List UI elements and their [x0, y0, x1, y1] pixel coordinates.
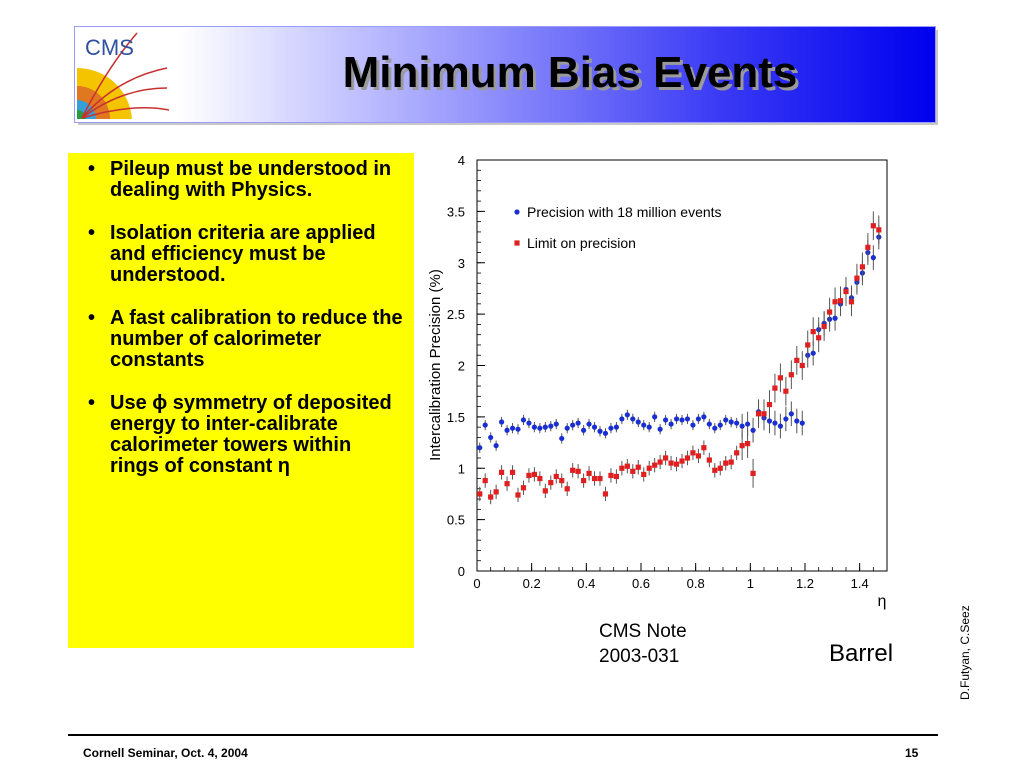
limit-point [636, 465, 641, 470]
precision-point [800, 420, 805, 425]
limit-point [581, 478, 586, 483]
precision-point [729, 419, 734, 424]
precision-point [499, 419, 504, 424]
precision-point [532, 425, 537, 430]
footer-event: Cornell Seminar, Oct. 4, 2004 [83, 746, 248, 760]
precision-point [674, 416, 679, 421]
limit-point [630, 469, 635, 474]
precision-point [685, 416, 690, 421]
precision-point [625, 412, 630, 417]
precision-point [740, 424, 745, 429]
limit-point [854, 276, 859, 281]
y-tick-label: 0.5 [446, 512, 465, 528]
precision-point [658, 427, 663, 432]
precision-point [723, 417, 728, 422]
limit-point [521, 485, 526, 490]
legend-marker-limit [514, 240, 519, 245]
limit-point [849, 299, 854, 304]
precision-point [767, 418, 772, 423]
limit-point [865, 245, 870, 250]
limit-point [515, 492, 520, 497]
limit-point [750, 471, 755, 476]
limit-point [800, 363, 805, 368]
limit-point [548, 480, 553, 485]
limit-point [565, 486, 570, 491]
precision-chart [420, 148, 900, 618]
footer-divider [68, 734, 938, 736]
limit-point [477, 491, 482, 496]
limit-point [690, 450, 695, 455]
y-tick-label: 2 [457, 358, 465, 374]
limit-point [707, 457, 712, 462]
limit-point [483, 478, 488, 483]
slide-title: Minimum Bias Events [342, 48, 798, 97]
limit-point [745, 441, 750, 446]
limit-point [767, 402, 772, 407]
precision-point [794, 418, 799, 423]
note-line-1: CMS Note [599, 621, 687, 642]
author-credit: D.Futyan, C.Seez [958, 605, 972, 700]
precision-point [608, 426, 613, 431]
limit-point [838, 298, 843, 303]
precision-point [510, 426, 515, 431]
precision-point [543, 425, 548, 430]
limit-point [554, 474, 559, 479]
precision-point [832, 316, 837, 321]
precision-point [750, 428, 755, 433]
limit-point [783, 389, 788, 394]
limit-point [543, 488, 548, 493]
precision-point [559, 436, 564, 441]
cms-logo-graphic [77, 28, 169, 119]
limit-point [696, 453, 701, 458]
limit-point [860, 264, 865, 269]
precision-point [636, 419, 641, 424]
precision-point [537, 426, 542, 431]
precision-point [772, 420, 777, 425]
x-tick-label: 0.4 [577, 576, 596, 591]
precision-point [576, 420, 581, 425]
y-tick-label: 2.5 [446, 307, 465, 323]
precision-point [652, 414, 657, 419]
limit-point [576, 469, 581, 474]
precision-point [619, 416, 624, 421]
limit-point [756, 411, 761, 416]
precision-point [603, 431, 608, 436]
precision-point [565, 426, 570, 431]
logo-text: CMS [85, 35, 134, 60]
precision-point [663, 417, 668, 422]
y-tick-label: 4 [457, 153, 465, 168]
y-tick-label: 3 [457, 255, 465, 271]
limit-point [494, 489, 499, 494]
limit-point [701, 445, 706, 450]
x-tick-label: 0.2 [522, 576, 541, 591]
precision-point [614, 425, 619, 430]
limit-point [778, 375, 783, 380]
precision-point [521, 417, 526, 422]
limit-point [871, 223, 876, 228]
bullet-item: • Isolation criteria are applied and efficiency must be understood. [88, 223, 404, 286]
limit-point [614, 474, 619, 479]
limit-point [499, 470, 504, 475]
precision-point [515, 427, 520, 432]
y-tick-label: 0 [457, 564, 465, 579]
x-tick-label: 0.6 [631, 576, 651, 591]
precision-point [647, 425, 652, 430]
precision-point [630, 416, 635, 421]
limit-point [537, 476, 542, 481]
x-tick-label: 1.2 [795, 576, 815, 591]
limit-point [586, 471, 591, 476]
precision-point [811, 351, 816, 356]
limit-point [570, 468, 575, 473]
precision-point [718, 422, 723, 427]
precision-point [712, 426, 717, 431]
x-tick-label: 1.4 [850, 576, 869, 591]
limit-point [608, 473, 613, 478]
bullet-panel [68, 153, 414, 648]
precision-point [494, 443, 499, 448]
cms-note-reference [599, 619, 687, 669]
limit-point [641, 472, 646, 477]
y-tick-label: 1 [457, 461, 465, 477]
precision-point [701, 414, 706, 419]
limit-point [597, 476, 602, 481]
precision-point [554, 421, 559, 426]
limit-point [811, 329, 816, 334]
limit-point [559, 478, 564, 483]
limit-point [772, 386, 777, 391]
limit-point [504, 481, 509, 486]
x-tick-label: 1 [746, 576, 754, 591]
precision-point [707, 421, 712, 426]
limit-point [663, 455, 668, 460]
limit-point [827, 309, 832, 314]
precision-point [690, 422, 695, 427]
precision-point [679, 417, 684, 422]
limit-point [805, 342, 810, 347]
note-line-2: 2003-031 [599, 646, 680, 667]
limit-point [794, 358, 799, 363]
precision-point [586, 421, 591, 426]
bullet-item: • Pileup must be understood in dealing with Physics. [88, 159, 404, 201]
limit-point [723, 461, 728, 466]
limit-point [729, 459, 734, 464]
precision-point [734, 420, 739, 425]
precision-point [783, 416, 788, 421]
y-axis-label: Intercalibration Precision (%) [427, 269, 444, 461]
precision-point [745, 421, 750, 426]
cms-logo [77, 28, 169, 119]
limit-point [685, 455, 690, 460]
limit-point [488, 494, 493, 499]
x-tick-label: 0 [473, 576, 481, 591]
precision-point [581, 428, 586, 433]
limit-point [832, 299, 837, 304]
precision-point [570, 422, 575, 427]
precision-point [592, 425, 597, 430]
page-number: 15 [905, 746, 919, 760]
limit-point [647, 466, 652, 471]
limit-point [668, 461, 673, 466]
limit-point [712, 468, 717, 473]
precision-point [778, 424, 783, 429]
precision-point [526, 420, 531, 425]
limit-point [592, 476, 597, 481]
limit-point [652, 463, 657, 468]
precision-point [789, 411, 794, 416]
limit-point [822, 324, 827, 329]
precision-point [597, 429, 602, 434]
limit-point [658, 459, 663, 464]
limit-point [674, 462, 679, 467]
plot-frame [477, 160, 887, 571]
precision-point [477, 445, 482, 450]
limit-point [532, 472, 537, 477]
x-tick-label: 0.8 [686, 576, 705, 591]
bullet-list [68, 153, 414, 477]
limit-point [526, 473, 531, 478]
precision-point [504, 428, 509, 433]
x-axis-label: η [877, 593, 887, 610]
limit-point [510, 470, 515, 475]
y-tick-label: 1.5 [446, 409, 465, 425]
bullet-item: • A fast calibration to reduce the number of calorimeter constants [88, 308, 404, 371]
precision-point [871, 255, 876, 260]
precision-point [488, 435, 493, 440]
precision-point [696, 416, 701, 421]
limit-point [718, 466, 723, 471]
precision-point [668, 421, 673, 426]
limit-point [625, 464, 630, 469]
limit-point [603, 491, 608, 496]
legend-marker-precision [514, 209, 519, 214]
limit-point [876, 227, 881, 232]
limit-point [734, 450, 739, 455]
limit-point [679, 458, 684, 463]
limit-point [761, 411, 766, 416]
precision-point [641, 422, 646, 427]
limit-point [740, 443, 745, 448]
limit-point [816, 335, 821, 340]
legend-label: Limit on precision [527, 235, 636, 251]
bullet-item: • Use ϕ symmetry of deposited energy to inter-calibrate calorimeter towers within rings of constant η [88, 393, 404, 477]
limit-point [789, 372, 794, 377]
precision-point [548, 424, 553, 429]
precision-point [483, 422, 488, 427]
limit-point [619, 466, 624, 471]
legend-label: Precision with 18 million events [527, 204, 722, 220]
barrel-label: Barrel [829, 640, 894, 667]
limit-point [843, 289, 848, 294]
y-tick-label: 3.5 [446, 204, 465, 220]
